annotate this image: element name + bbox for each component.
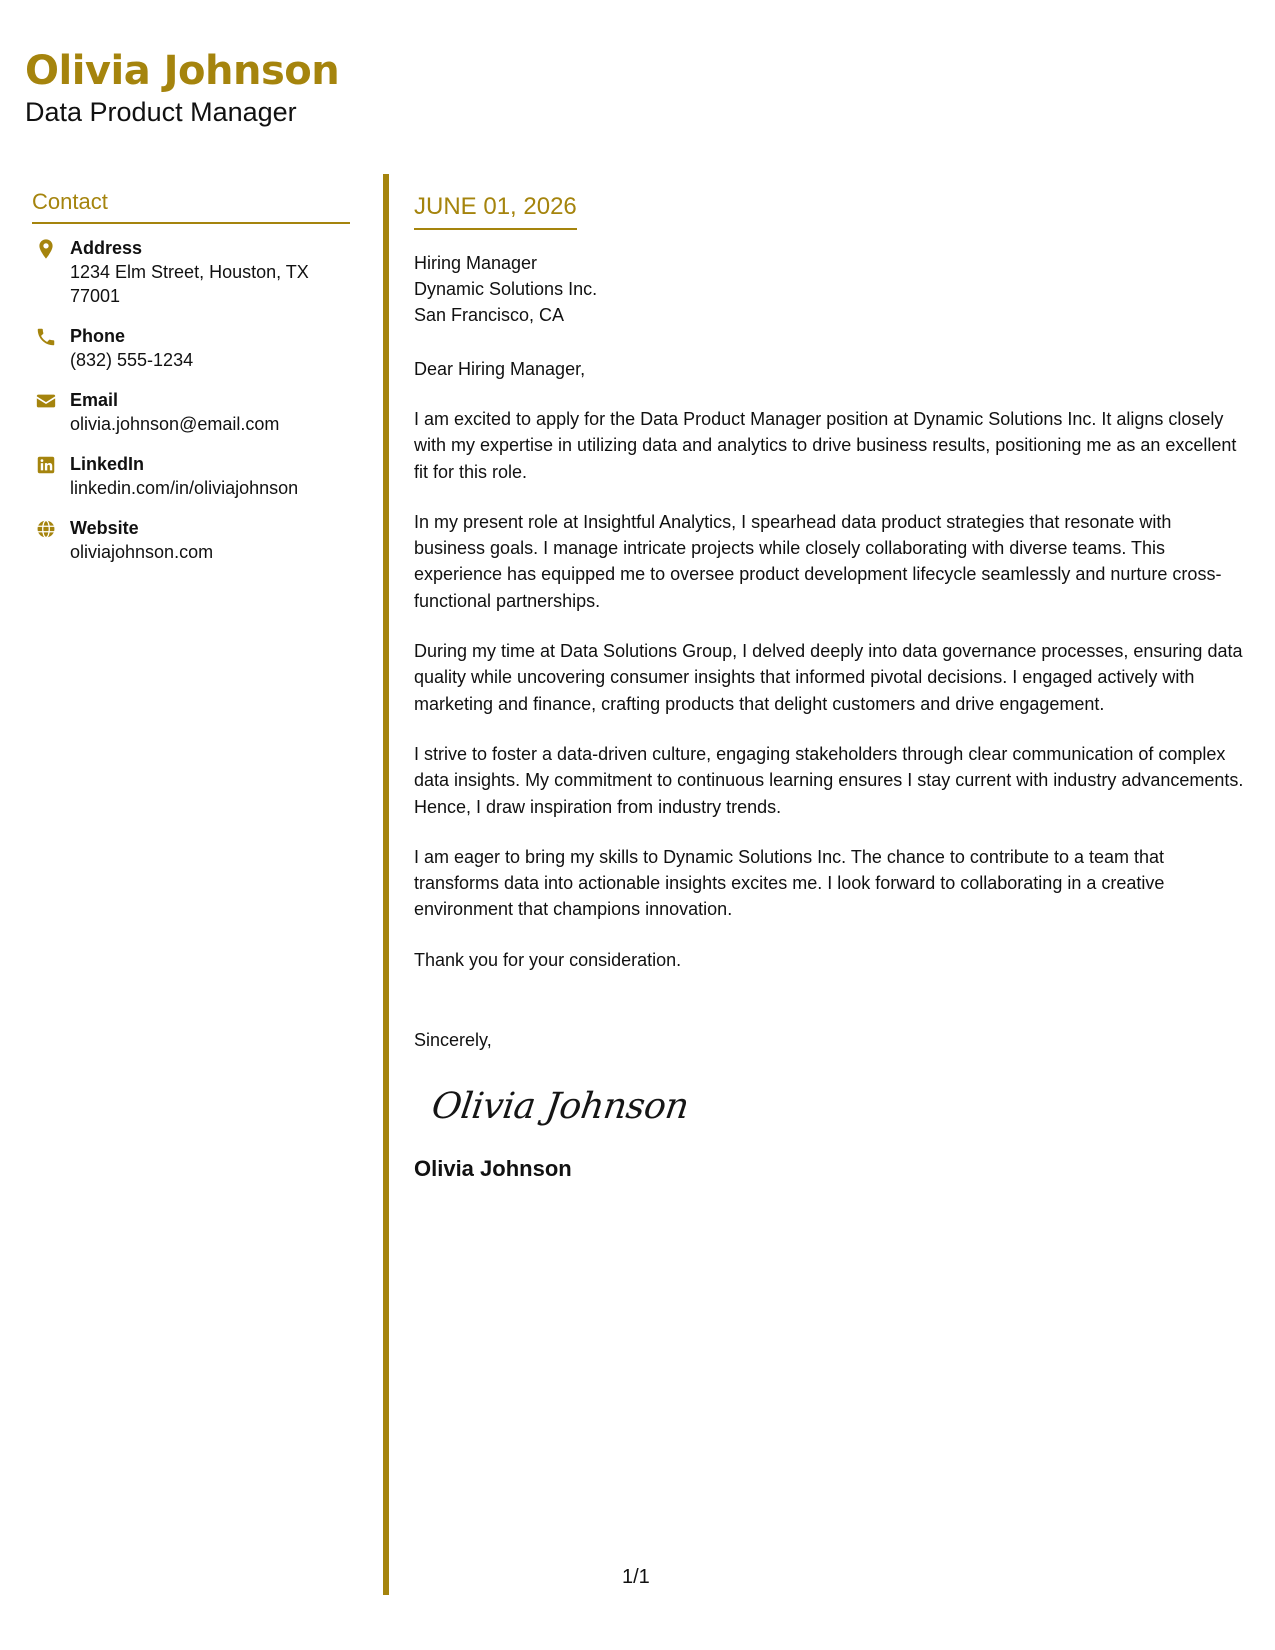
phone-icon bbox=[35, 326, 57, 348]
closing: Sincerely, bbox=[414, 1029, 492, 1050]
recipient-title: Hiring Manager bbox=[414, 253, 538, 273]
phone-label: Phone bbox=[70, 326, 126, 346]
handwritten-signature: Olivia Johnson bbox=[429, 1085, 692, 1127]
contact-item-email bbox=[32, 388, 350, 436]
page-number: 1/1 bbox=[622, 1566, 650, 1588]
letter-body bbox=[414, 192, 1244, 1183]
linkedin-icon bbox=[35, 454, 57, 476]
address-label: Address bbox=[70, 238, 143, 258]
body-paragraph: During my time at Data Solutions Group, I delved deeply into data governance processes, ensuring data quality while uncovering consumer insights that informed pivotal decisions. I engaged actively with marketing and finance, crafting products that delight customers and drive engagement. bbox=[414, 641, 1243, 714]
body-paragraph: I strive to foster a data-driven culture, engaging stakeholders through clear communication of complex data insights. My commitment to continuous learning ensures I stay current with industry advancements. Hence, I draw inspiration from industry trends. bbox=[414, 743, 1244, 817]
address-value: 1234 Elm Street, Houston, TX 77001 bbox=[70, 262, 309, 306]
contact-item-phone bbox=[32, 324, 350, 372]
map-pin-icon bbox=[35, 238, 57, 260]
recipient-company: Dynamic Solutions Inc. bbox=[414, 279, 598, 299]
contact-item-website bbox=[32, 516, 350, 564]
email-value: olivia.johnson@email.com bbox=[70, 414, 280, 434]
contact-heading: Contact bbox=[32, 188, 350, 224]
website-label: Website bbox=[70, 518, 139, 538]
header bbox=[25, 46, 339, 128]
linkedin-value: linkedin.com/in/oliviajohnson bbox=[70, 478, 299, 498]
contact-item-address bbox=[32, 236, 350, 308]
recipient-block bbox=[414, 250, 1244, 328]
body-paragraph: I am excited to apply for the Data Product Manager position at Dynamic Solutions Inc. It aligns closely with my expertise in utilizing data and analytics to drive business results, positioning me as an excellent fit for this role. bbox=[414, 409, 1237, 482]
signer-name: Olivia Johnson bbox=[414, 1155, 572, 1181]
job-title: Data Product Manager bbox=[25, 97, 297, 127]
email-label: Email bbox=[70, 390, 119, 410]
phone-value: (832) 555-1234 bbox=[70, 350, 194, 370]
applicant-name: Olivia Johnson bbox=[25, 48, 340, 94]
vertical-divider bbox=[383, 174, 389, 1595]
letter-date: JUNE 01, 2026 bbox=[414, 193, 577, 220]
contact-list bbox=[32, 236, 350, 564]
body-paragraph: In my present role at Insightful Analytics, I spearhead data product strategies that resonate with business goals. I manage intricate projects while closely collaborating with diverse teams. This experience has equipped me to oversee product development lifecycle seamlessly and nurture cross-functional partnerships. bbox=[414, 511, 1222, 611]
globe-icon bbox=[35, 518, 57, 540]
linkedin-label: LinkedIn bbox=[70, 454, 145, 474]
body-paragraph: I am eager to bring my skills to Dynamic Solutions Inc. The chance to contribute to a team that transforms data into actionable insights excites me. I look forward to collaborating in a creative environment that champions innovation. bbox=[414, 846, 1165, 920]
envelope-icon bbox=[35, 390, 57, 412]
date-block bbox=[414, 192, 577, 230]
contact-item-linkedin bbox=[32, 452, 350, 500]
thanks-line: Thank you for your consideration. bbox=[414, 949, 682, 970]
contact-sidebar bbox=[32, 188, 350, 580]
website-value: oliviajohnson.com bbox=[70, 542, 214, 562]
recipient-location: San Francisco, CA bbox=[414, 305, 565, 325]
salutation: Dear Hiring Manager, bbox=[414, 359, 586, 379]
